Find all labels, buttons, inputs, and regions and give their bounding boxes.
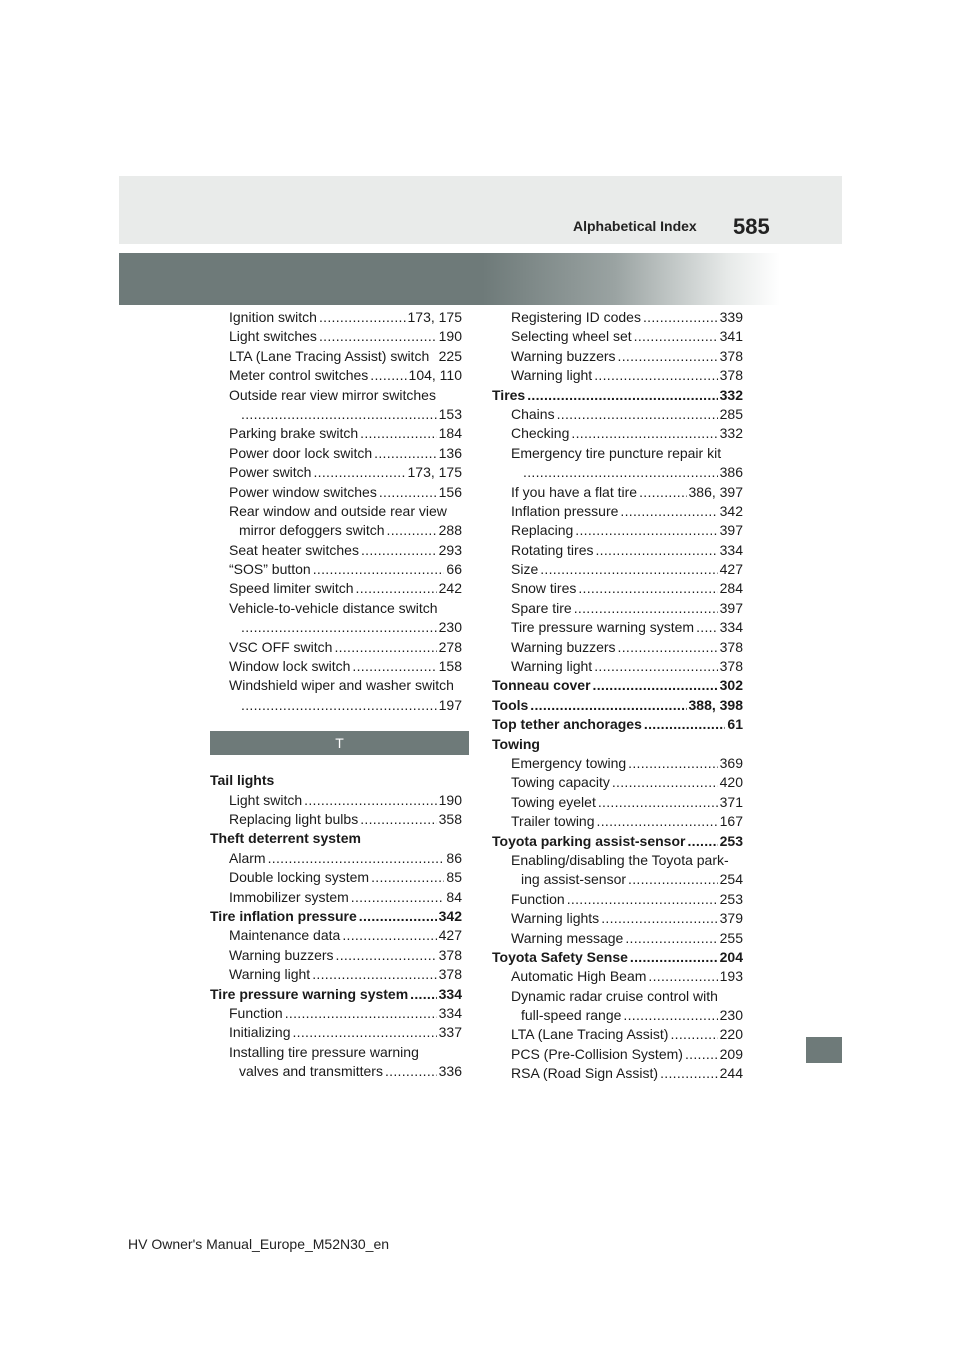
index-entry xyxy=(492,366,743,385)
entry-text: Tail lights xyxy=(210,772,275,789)
entry-page-ref: 420 xyxy=(719,774,743,791)
leader-dots xyxy=(530,696,686,715)
leader-dots xyxy=(644,715,726,734)
leader-dots xyxy=(319,327,437,346)
entry-page-ref: 156 xyxy=(438,483,462,500)
entry-text: Tire inflation pressure xyxy=(210,907,357,924)
index-entry xyxy=(492,521,743,540)
index-entry xyxy=(492,812,743,831)
index-entry xyxy=(492,463,743,482)
index-entry xyxy=(210,1062,462,1081)
entry-text: Checking xyxy=(511,425,570,442)
entry-text: Towing capacity xyxy=(511,774,610,791)
entry-page-ref: 285 xyxy=(719,405,743,422)
leader-dots xyxy=(285,1004,437,1023)
entry-page-ref: 61 xyxy=(727,716,743,733)
leader-dots xyxy=(292,1023,436,1042)
entry-page-ref: 302 xyxy=(719,677,743,694)
index-entry xyxy=(210,638,462,657)
right-entries xyxy=(492,308,743,1084)
index-entry xyxy=(210,579,462,598)
leader-dots xyxy=(628,870,718,889)
index-entry xyxy=(210,868,462,887)
entry-text: Immobilizer system xyxy=(229,888,349,905)
entry-text: RSA (Road Sign Assist) xyxy=(511,1065,659,1082)
entry-page-ref: 339 xyxy=(719,309,743,325)
entry-text: Warning lights xyxy=(511,910,600,927)
entry-text: Emergency towing xyxy=(511,754,627,771)
leader-dots xyxy=(313,560,445,579)
entry-text: Registering ID codes xyxy=(511,309,641,325)
index-entry xyxy=(492,502,743,521)
entry-text: Tire pressure warning system xyxy=(210,985,409,1002)
footer-manual-id: HV Owner's Manual_Europe_M52N30_en xyxy=(128,1236,390,1252)
index-entry xyxy=(210,560,462,579)
entry-page-ref: 220 xyxy=(719,1026,743,1043)
index-entry xyxy=(210,405,462,424)
leader-dots xyxy=(379,483,437,502)
index-entry xyxy=(210,463,462,482)
leader-dots xyxy=(385,1062,437,1081)
entry-page-ref: 334 xyxy=(438,1004,462,1021)
entry-page-ref: 388, 398 xyxy=(688,696,743,713)
index-entry xyxy=(492,851,743,870)
leader-dots xyxy=(634,327,718,346)
entry-page-ref: 254 xyxy=(719,871,743,888)
index-entry xyxy=(492,929,743,948)
entry-page-ref: 386 xyxy=(719,464,743,481)
index-entry xyxy=(210,521,462,540)
leader-dots xyxy=(687,832,717,851)
entry-page-ref: 84 xyxy=(446,888,462,905)
entry-text: Toyota Safety Sense xyxy=(492,948,628,965)
entry-text: Enabling/disabling the Toyota park- xyxy=(511,851,729,868)
index-entry xyxy=(492,560,743,579)
entry-page-ref: 230 xyxy=(438,619,462,636)
index-entry xyxy=(210,888,462,907)
leader-dots xyxy=(670,1025,717,1044)
index-entry xyxy=(492,987,743,1006)
index-entry xyxy=(210,771,462,790)
leader-dots xyxy=(598,793,718,812)
index-entry xyxy=(492,405,743,424)
leader-dots xyxy=(618,638,718,657)
leader-dots xyxy=(567,890,718,909)
entry-text: Vehicle-to-vehicle distance switch xyxy=(229,599,438,616)
index-entry xyxy=(492,1025,743,1044)
index-entry xyxy=(492,599,743,618)
entry-page-ref: 341 xyxy=(719,328,743,345)
entry-text: Window lock switch xyxy=(229,658,351,675)
index-entry xyxy=(210,618,462,637)
entry-text: Power door lock switch xyxy=(229,444,373,461)
entry-page-ref: 167 xyxy=(719,813,743,830)
entry-text: Replacing xyxy=(511,522,574,539)
index-entry xyxy=(210,483,462,502)
entry-text: Seat heater switches xyxy=(229,541,359,558)
index-entry xyxy=(210,386,462,405)
leader-dots xyxy=(628,754,717,773)
entry-text: ing assist-sensor xyxy=(521,871,627,888)
entry-text: If you have a flat tire xyxy=(511,483,638,500)
entry-text: Towing xyxy=(492,735,540,752)
entry-text: Toyota parking assist-sensor xyxy=(492,832,686,849)
entry-text: Meter control switches xyxy=(229,367,369,384)
entry-page-ref: 332 xyxy=(719,425,743,442)
index-entry xyxy=(210,985,462,1004)
index-entry xyxy=(210,810,462,829)
entry-page-ref: 204 xyxy=(719,948,743,965)
leader-dots xyxy=(639,483,686,502)
leader-dots xyxy=(374,444,436,463)
index-entry xyxy=(210,849,462,868)
entry-text: Rotating tires xyxy=(511,541,594,558)
entry-text: Trailer towing xyxy=(511,813,595,830)
entry-page-ref: 371 xyxy=(719,793,743,810)
entry-page-ref: 378 xyxy=(438,946,462,963)
entry-text: “SOS” button xyxy=(229,561,311,578)
entry-page-ref: 197 xyxy=(438,696,462,713)
entry-text: mirror defoggers switch xyxy=(239,522,385,539)
entry-page-ref: 358 xyxy=(438,810,462,827)
entry-text: Function xyxy=(511,890,565,907)
leader-dots xyxy=(593,676,718,695)
index-entry xyxy=(492,832,743,851)
leader-dots xyxy=(630,948,718,967)
leader-dots xyxy=(601,909,717,928)
entry-text: valves and transmitters xyxy=(239,1063,383,1080)
leader-dots xyxy=(540,560,717,579)
index-entry xyxy=(492,948,743,967)
section-thumb-tab xyxy=(806,1037,842,1063)
entry-page-ref: 379 xyxy=(719,910,743,927)
entry-text: Chains xyxy=(511,405,555,422)
leader-dots xyxy=(597,812,718,831)
entry-page-ref: 225 xyxy=(438,347,462,364)
entry-page-ref: 337 xyxy=(438,1024,462,1041)
leader-dots xyxy=(410,985,436,1004)
entry-page-ref: 334 xyxy=(438,985,462,1002)
entry-page-ref: 288 xyxy=(438,522,462,539)
leader-dots xyxy=(595,541,717,560)
leader-dots xyxy=(387,521,437,540)
index-entry xyxy=(492,444,743,463)
entry-page-ref: 158 xyxy=(438,658,462,675)
entry-text: Parking brake switch xyxy=(229,425,359,442)
entry-text: Rear window and outside rear view xyxy=(229,502,447,519)
entry-page-ref: 427 xyxy=(719,561,743,578)
index-entry xyxy=(210,829,462,848)
index-entry xyxy=(210,696,462,715)
index-entry xyxy=(492,386,743,405)
leader-dots xyxy=(594,657,717,676)
index-column-left xyxy=(210,308,462,1081)
entry-text: Warning buzzers xyxy=(229,946,334,963)
index-entry xyxy=(492,754,743,773)
entry-text: Spare tire xyxy=(511,599,572,616)
entry-text: Initializing xyxy=(229,1024,291,1041)
entry-text: Alarm xyxy=(229,849,266,866)
entry-page-ref: 342 xyxy=(438,907,462,924)
leader-dots xyxy=(336,946,437,965)
leader-dots xyxy=(319,308,406,327)
entry-page-ref: 244 xyxy=(719,1065,743,1082)
leader-dots xyxy=(351,888,445,907)
index-entry xyxy=(210,308,462,327)
entry-page-ref: 153 xyxy=(438,405,462,422)
index-entry xyxy=(492,1064,743,1083)
entry-page-ref: 278 xyxy=(438,638,462,655)
entry-text: Warning light xyxy=(511,367,593,384)
leader-dots xyxy=(241,405,437,424)
left-entries-t xyxy=(210,771,462,1081)
index-entry xyxy=(210,347,462,366)
index-entry xyxy=(210,327,462,346)
index-entry xyxy=(492,735,743,754)
index-entry xyxy=(492,618,743,637)
leader-dots xyxy=(304,791,436,810)
index-entry xyxy=(492,1045,743,1064)
leader-dots xyxy=(313,463,405,482)
leader-dots xyxy=(648,967,717,986)
entry-page-ref: 255 xyxy=(719,929,743,946)
entry-page-ref: 386, 397 xyxy=(688,483,743,500)
entry-text: Towing eyelet xyxy=(511,793,596,810)
entry-page-ref: 284 xyxy=(719,580,743,597)
entry-text: Snow tires xyxy=(511,580,577,597)
index-entry xyxy=(210,444,462,463)
entry-page-ref: 66 xyxy=(446,561,462,578)
entry-page-ref: 184 xyxy=(438,425,462,442)
leader-dots xyxy=(356,579,437,598)
entry-page-ref: 397 xyxy=(719,522,743,539)
index-entry xyxy=(210,676,462,695)
entry-page-ref: 293 xyxy=(438,541,462,558)
entry-text: Light switches xyxy=(229,328,317,345)
leader-dots xyxy=(594,366,717,385)
index-entry xyxy=(492,773,743,792)
entry-text: Theft deterrent system xyxy=(210,830,361,847)
entry-page-ref: 190 xyxy=(438,328,462,345)
index-entry xyxy=(210,791,462,810)
leader-dots xyxy=(574,599,718,618)
leader-dots xyxy=(241,618,437,637)
leader-dots xyxy=(685,1045,718,1064)
index-entry xyxy=(210,907,462,926)
index-entry xyxy=(492,870,743,889)
leader-dots xyxy=(557,405,718,424)
entry-text: Warning light xyxy=(511,658,593,675)
entry-page-ref: 342 xyxy=(719,502,743,519)
entry-text: VSC OFF switch xyxy=(229,638,333,655)
entry-text: Tire pressure warning system xyxy=(511,619,695,636)
page-number: 585 xyxy=(733,214,770,239)
leader-dots xyxy=(360,810,436,829)
index-entry xyxy=(210,926,462,945)
entry-text: Replacing light bulbs xyxy=(229,810,359,827)
entry-text: Maintenance data xyxy=(229,927,341,944)
leader-dots xyxy=(523,463,718,482)
entry-page-ref: 378 xyxy=(719,347,743,364)
entry-page-ref: 369 xyxy=(719,754,743,771)
entry-text: PCS (Pre-Collision System) xyxy=(511,1045,683,1062)
entry-text: Function xyxy=(229,1004,283,1021)
leader-dots xyxy=(643,308,718,327)
entry-text: Inflation pressure xyxy=(511,502,619,519)
entry-page-ref: 427 xyxy=(438,927,462,944)
entry-page-ref: 136 xyxy=(438,444,462,461)
entry-page-ref: 332 xyxy=(719,386,743,403)
entry-page-ref: 397 xyxy=(719,599,743,616)
leader-dots xyxy=(571,424,717,443)
leader-dots xyxy=(241,696,437,715)
entry-text: Ignition switch xyxy=(229,309,317,325)
index-entry xyxy=(492,424,743,443)
entry-page-ref: 336 xyxy=(438,1063,462,1080)
left-entries xyxy=(210,308,462,715)
section-title: Alphabetical Index xyxy=(573,218,697,234)
index-entry xyxy=(492,638,743,657)
leader-dots xyxy=(618,347,718,366)
entry-text: Windshield wiper and washer switch xyxy=(229,677,454,694)
entry-page-ref: 242 xyxy=(438,580,462,597)
entry-page-ref: 378 xyxy=(438,966,462,983)
entry-page-ref: 378 xyxy=(719,367,743,384)
leader-dots xyxy=(361,541,437,560)
entry-text: full-speed range xyxy=(521,1007,622,1024)
leader-dots xyxy=(578,579,717,598)
entry-text: LTA (Lane Tracing Assist) xyxy=(511,1026,669,1043)
leader-dots xyxy=(575,521,717,540)
entry-text: Power window switches xyxy=(229,483,377,500)
index-entry xyxy=(210,599,462,618)
entry-text: Tonneau cover xyxy=(492,677,591,694)
index-entry xyxy=(492,909,743,928)
entry-page-ref: 334 xyxy=(719,619,743,636)
index-entry xyxy=(492,327,743,346)
leader-dots xyxy=(620,502,717,521)
entry-text: Outside rear view mirror switches xyxy=(229,386,436,403)
index-entry xyxy=(210,502,462,521)
index-entry xyxy=(492,483,743,502)
leader-dots xyxy=(612,773,718,792)
index-entry xyxy=(492,676,743,695)
entry-text: Emergency tire puncture repair kit xyxy=(511,444,722,461)
entry-text: Warning light xyxy=(229,966,311,983)
entry-page-ref: 253 xyxy=(719,890,743,907)
leader-dots xyxy=(268,849,445,868)
entry-text: Power switch xyxy=(229,464,312,481)
index-entry xyxy=(210,946,462,965)
entry-text: LTA (Lane Tracing Assist) switch xyxy=(229,347,430,364)
entry-page-ref: 104, 110 xyxy=(408,367,462,384)
index-entry xyxy=(492,308,743,327)
index-entry xyxy=(492,1006,743,1025)
index-entry xyxy=(210,1023,462,1042)
leader-dots xyxy=(312,965,436,984)
leader-dots xyxy=(625,929,717,948)
entry-text: Automatic High Beam xyxy=(511,968,647,985)
index-column-right xyxy=(492,308,743,1084)
entry-text: Size xyxy=(511,561,539,578)
entry-text: Dynamic radar cruise control with xyxy=(511,987,718,1004)
leader-dots xyxy=(370,366,406,385)
index-entry xyxy=(210,366,462,385)
index-entry xyxy=(492,657,743,676)
leader-dots xyxy=(334,638,436,657)
index-entry xyxy=(210,424,462,443)
entry-text: Warning message xyxy=(511,929,624,946)
letter-heading-t: T xyxy=(210,731,469,755)
decorative-gradient-bar xyxy=(119,253,780,305)
entry-page-ref: 193 xyxy=(719,968,743,985)
index-entry xyxy=(492,347,743,366)
entry-page-ref: 378 xyxy=(719,638,743,655)
index-entry xyxy=(492,793,743,812)
index-entry xyxy=(210,1043,462,1062)
entry-text: Speed limiter switch xyxy=(229,580,354,597)
index-entry xyxy=(492,967,743,986)
index-entry xyxy=(492,541,743,560)
leader-dots xyxy=(371,868,444,887)
index-entry xyxy=(210,541,462,560)
leader-dots xyxy=(359,907,437,926)
entry-page-ref: 86 xyxy=(446,849,462,866)
entry-text: Top tether anchorages xyxy=(492,716,642,733)
index-entry xyxy=(492,890,743,909)
entry-text: Tires xyxy=(492,386,526,403)
leader-dots xyxy=(696,618,718,637)
entry-page-ref: 209 xyxy=(719,1045,743,1062)
leader-dots xyxy=(360,424,436,443)
entry-page-ref: 230 xyxy=(719,1007,743,1024)
index-entry xyxy=(210,965,462,984)
entry-page-ref: 190 xyxy=(438,791,462,808)
entry-text: Tools xyxy=(492,696,529,713)
index-entry xyxy=(492,696,743,715)
index-entry xyxy=(492,579,743,598)
leader-dots xyxy=(352,657,436,676)
index-entry xyxy=(492,715,743,734)
entry-text: Installing tire pressure warning xyxy=(229,1043,419,1060)
entry-page-ref: 173, 175 xyxy=(407,464,462,481)
leader-dots xyxy=(342,926,436,945)
entry-text: Light switch xyxy=(229,791,303,808)
entry-text: Warning buzzers xyxy=(511,638,616,655)
entry-text: Selecting wheel set xyxy=(511,328,632,345)
entry-text: Double locking system xyxy=(229,869,370,886)
leader-dots xyxy=(623,1006,717,1025)
entry-text: Warning buzzers xyxy=(511,347,616,364)
leader-dots xyxy=(660,1064,718,1083)
entry-page-ref: 85 xyxy=(446,869,462,886)
leader-dots xyxy=(527,386,717,405)
index-entry xyxy=(210,1004,462,1023)
entry-page-ref: 253 xyxy=(719,832,743,849)
entry-page-ref: 334 xyxy=(719,541,743,558)
entry-page-ref: 378 xyxy=(719,658,743,675)
index-entry xyxy=(210,657,462,676)
entry-page-ref: 173, 175 xyxy=(407,309,462,325)
